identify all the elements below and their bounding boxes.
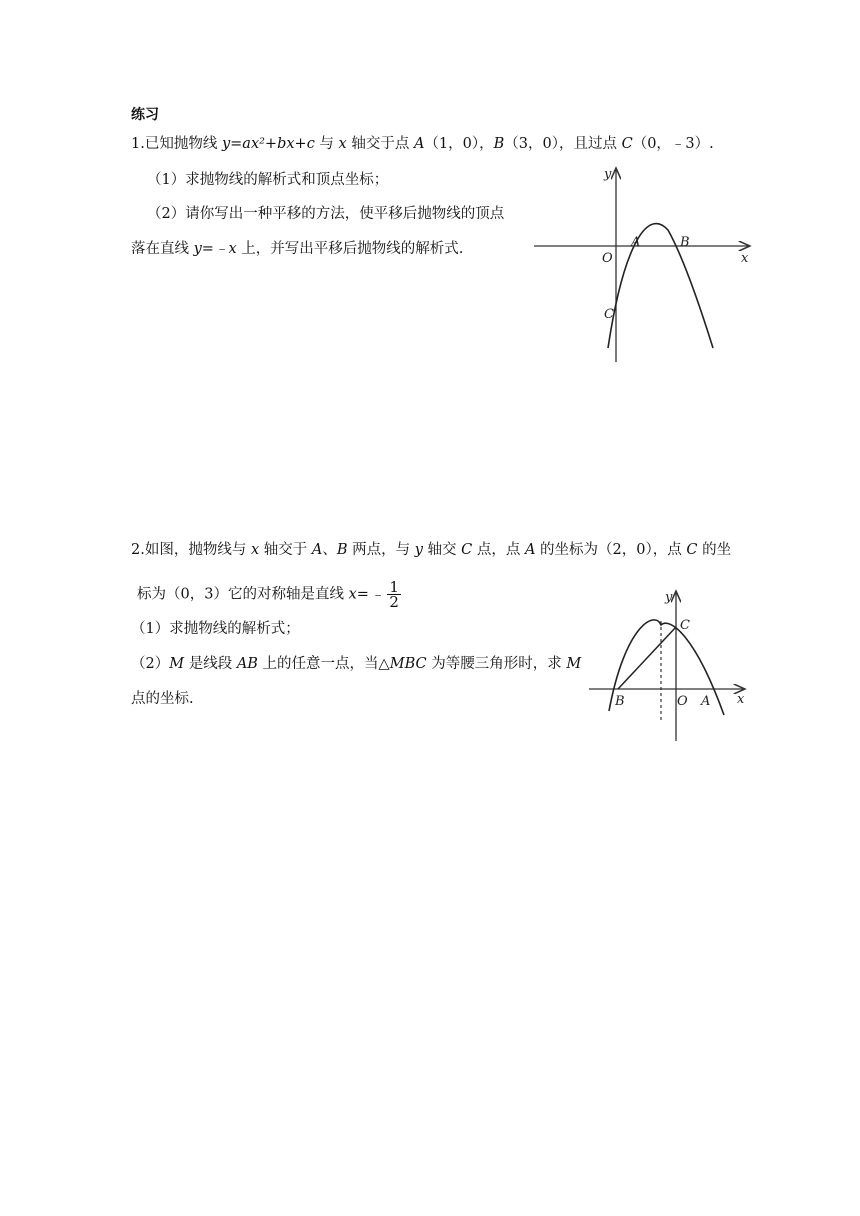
problem1-stem xyxy=(131,135,714,153)
segment-ab: AB xyxy=(236,656,258,672)
point-a-coord: （1，0）， xyxy=(424,136,494,152)
point-c: C xyxy=(461,542,473,558)
section-title: 练习 xyxy=(131,107,159,123)
origin-label: O xyxy=(602,251,613,266)
segment-bc xyxy=(618,627,676,689)
stem-text: 标为（0，3）它的对称轴是直线 xyxy=(137,586,349,603)
point-b: B xyxy=(493,136,505,152)
q2-text: 是线段 xyxy=(184,656,237,672)
point-b-label: B xyxy=(615,694,625,709)
point-c-label: C xyxy=(680,618,690,633)
point-c-label: C xyxy=(604,307,614,322)
stem-text: 2.如图，抛物线与 xyxy=(131,542,251,558)
stem-text: 轴交于 xyxy=(259,542,312,558)
stem-text: 与 xyxy=(314,136,339,152)
q2-text: 落在直线 xyxy=(131,241,194,257)
x-axis-label: x xyxy=(737,692,745,707)
stem-text: 的坐 xyxy=(697,542,732,558)
q2-text: 上的任意一点，当△ xyxy=(257,656,390,672)
axis-equation: x= xyxy=(348,586,369,603)
problem2-question1: （1）求抛物线的解析式； xyxy=(131,621,300,637)
point-m: M xyxy=(169,656,185,672)
point-c-coord: （0，﹣3）. xyxy=(632,136,714,152)
y-axis-label: y xyxy=(604,167,612,182)
stem-text: 两点，与 xyxy=(347,542,415,558)
point-a: A xyxy=(311,542,323,558)
stem-text: 的坐标为（2，0），点 xyxy=(535,542,687,558)
fraction-denominator: 2 xyxy=(389,593,399,611)
stem-text: 轴交于点 xyxy=(346,136,414,152)
triangle-mbc: MBC xyxy=(389,656,427,672)
point-c: C xyxy=(686,542,698,558)
parabola-curve xyxy=(608,224,713,348)
minus-sign: ﹣ xyxy=(370,586,386,603)
origin-label: O xyxy=(677,694,688,709)
point-a-label: A xyxy=(701,694,711,709)
fraction xyxy=(387,580,401,609)
stem-text: 轴交 xyxy=(422,542,462,558)
problem2-stem-line2 xyxy=(137,580,401,609)
problem2-parabola-figure xyxy=(585,585,755,745)
var-y: y xyxy=(414,542,423,558)
parabola-equation: y=ax²+bx+c xyxy=(221,136,315,152)
stem-text: 1.已知抛物线 xyxy=(131,136,222,152)
q2-text: （2） xyxy=(131,656,170,672)
x-axis-label: x xyxy=(741,251,749,266)
point-a: A xyxy=(413,136,425,152)
problem2-question2-line2: 点的坐标. xyxy=(131,691,194,707)
point-b-label: B xyxy=(680,235,690,250)
point-a: A xyxy=(524,542,536,558)
stem-text: 点，点 xyxy=(472,542,525,558)
var-x: x xyxy=(250,542,260,558)
point-a-label: A xyxy=(631,235,641,250)
fraction-numerator: 1 xyxy=(389,578,399,596)
point-b-coord: （3，0），且过点 xyxy=(504,136,622,152)
problem1-question1: （1）求抛物线的解析式和顶点坐标； xyxy=(147,172,389,188)
point-b: B xyxy=(336,542,348,558)
q2-text: 上，并写出平移后抛物线的解析式. xyxy=(236,241,464,257)
var-x: x xyxy=(338,136,347,152)
y-axis-label: y xyxy=(665,590,673,605)
point-m: M xyxy=(566,656,582,672)
separator: 、 xyxy=(322,542,337,558)
line-equation: y=﹣x xyxy=(193,241,237,257)
point-c: C xyxy=(621,136,633,152)
problem2-question2-line1 xyxy=(131,655,581,673)
q2-text: 为等腰三角形时，求 xyxy=(426,656,567,672)
problem1-question2-line1: （2）请你写出一种平移的方法，使平移后抛物线的顶点 xyxy=(147,206,505,222)
problem2-stem-line1 xyxy=(131,541,731,559)
problem1-question2-line2 xyxy=(131,240,463,258)
problem1-parabola-figure xyxy=(530,160,760,370)
